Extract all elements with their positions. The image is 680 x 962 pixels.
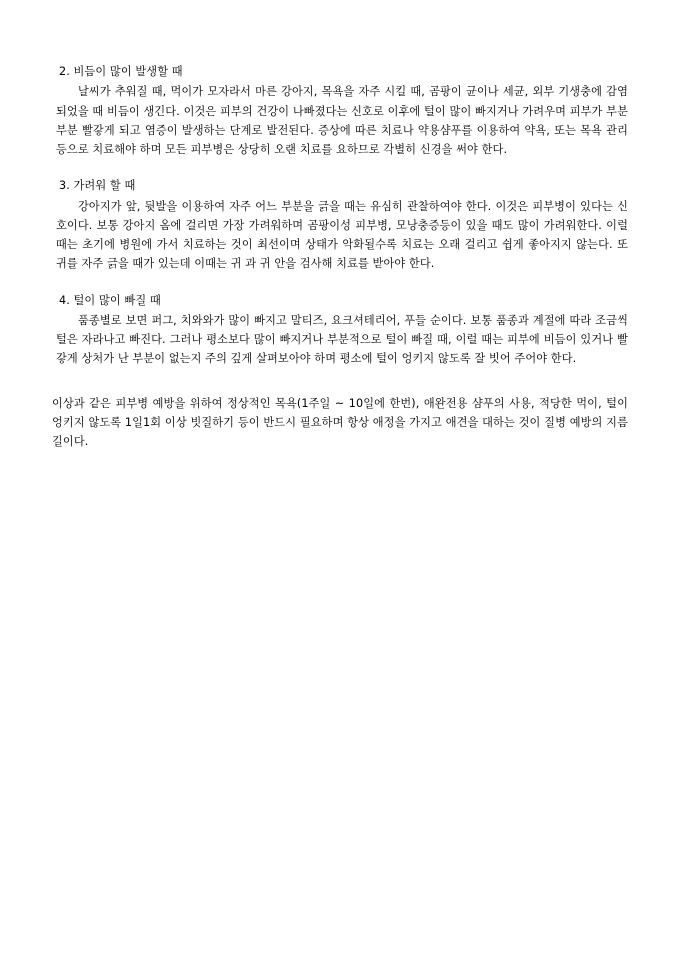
section-paragraph: 강아지가 앞, 뒷발을 이용하여 자주 어느 부분을 긁을 때는 유심히 관찰하여야 한다. 이것은 피부병이 있다는 신호이다. 보통 강아지 옴에 걸리면 가장 가려워하며 곰팡이성 피부병, 모낭충증등이 있을 때도 많이 가려워한다. 이럴 때는 초기에 병원에 가서 치료하는 것이 최선이며 상태가 악화될수록 치료는 오래 걸리고 쉽게 좋아지지 않는다. 또 귀를 자주 긁을 때가 있는데 이때는 귀 과 귀 안을 검사해 치료를 받아야 한다. [56, 199, 628, 271]
document-section [52, 176, 628, 273]
section-heading: 4. 털이 많이 빠질 때 [59, 293, 161, 307]
section-paragraph: 품종별로 보면 퍼그, 치와와가 많이 빠지고 말티즈, 요크셔테리어, 푸들 순이다. 보통 품종과 계절에 따라 조금씩 털은 자라나고 빠진다. 그러나 평소보다 많이 빠지거나 부분적으로 털이 빠질 때, 이럴 때는 피부에 비듬이 있거나 빨갛게 상처가 난 부분이 없는지 주의 깊게 살펴보아야 하며 평소에 털이 엉키지 않도록 잘 빗어 주어야 한다. [56, 313, 628, 366]
document-closing [52, 394, 628, 452]
section-paragraph: 날씨가 추워질 때, 먹이가 모자라서 마른 강아지, 목욕을 자주 시킬 때, 곰팡이 균이나 세균, 외부 기생충에 감염되었을 때 비듬이 생긴다. 이것은 피부의 건강이 나빠졌다는 신호로 이후에 털이 많이 빠지거나 가려우며 피부가 부분 부분 빨갛게 되고 염증이 발생하는 단계로 발전된다. 증상에 따른 치료나 약용샴푸를 이용하여 약욕, 또는 목욕 관리등으로 치료해야 하며 모든 피부병은 상당히 오랜 치료를 요하므로 각별히 신경을 써야 한다. [56, 85, 628, 157]
document-body [52, 62, 628, 452]
document-section [52, 291, 628, 369]
document-section [52, 62, 628, 159]
section-heading: 3. 가려워 할 때 [59, 179, 136, 193]
section-heading: 2. 비듬이 많이 발생할 때 [59, 65, 183, 78]
closing-paragraph: 이상과 같은 피부병 예방을 위하여 정상적인 목욕(1주일 ~ 10일에 한번), 애완전용 샴푸의 사용, 적당한 먹이, 털이 엉키지 않도록 1일1회 이상 빗질하기 등이 반드시 필요하며 항상 애정을 가지고 애견을 대하는 것이 질병 예방의 지름길이다. [52, 396, 628, 449]
